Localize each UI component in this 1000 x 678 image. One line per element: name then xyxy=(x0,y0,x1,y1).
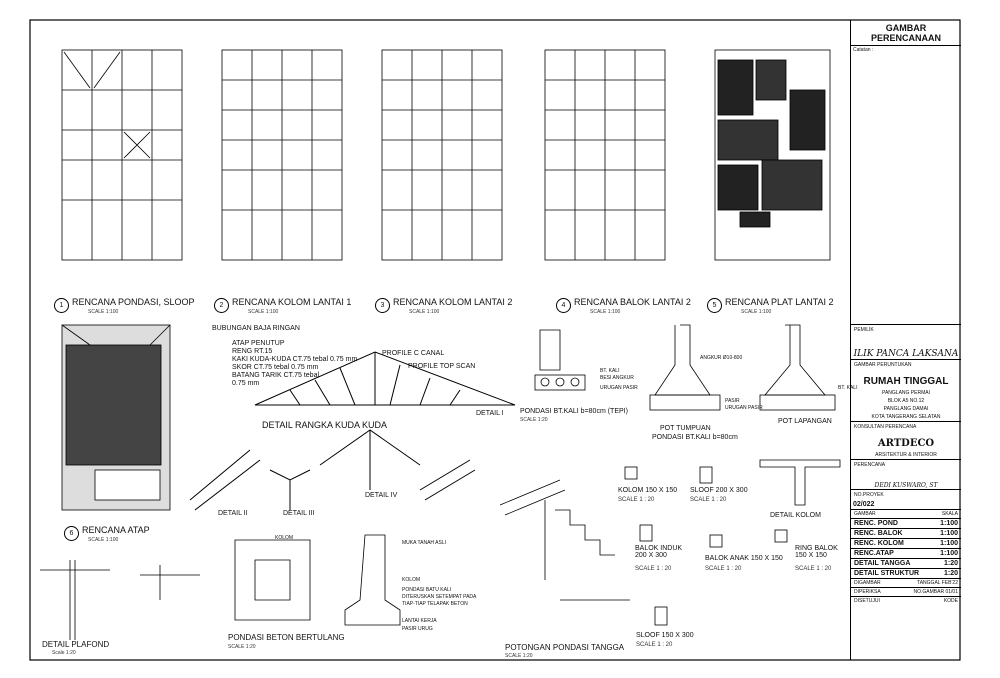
plan-scale: SCALE 1:100 xyxy=(88,537,119,543)
table-row: RENC. POND 1:100 xyxy=(851,518,961,528)
plan-number: 5 xyxy=(707,298,722,313)
plan-4 xyxy=(545,50,665,260)
foundation-note: BT. KALI xyxy=(600,368,620,374)
element-scale: SCALE 1 : 20 xyxy=(705,566,742,572)
address-line: PANGLANG PERMAI xyxy=(882,390,930,396)
detail-label: DETAIL III xyxy=(283,510,315,517)
section-label: KOLOM xyxy=(402,577,421,583)
foundation-scale: SCALE 1:20 xyxy=(520,417,548,423)
plan-number: 1 xyxy=(54,298,69,313)
element-scale: SCALE 1 : 20 xyxy=(635,566,672,572)
plan-title: RENCANA PONDASI, SLOOP xyxy=(72,297,195,307)
truss-title: DETAIL RANGKA KUDA KUDA xyxy=(262,420,388,430)
truss-label: SKOR CT.75 tebal 0.75 mm xyxy=(232,364,319,371)
perencana-label: PERENCANA xyxy=(851,459,961,470)
plan-number: 3 xyxy=(375,298,390,313)
plafond-title: DETAIL PLAFOND xyxy=(42,640,110,649)
foundation-title: POT LAPANGAN xyxy=(778,418,832,425)
truss-details xyxy=(190,430,475,510)
truss-label: PROFILE C CANAL xyxy=(382,350,445,357)
address-line: PANGLANG DAMAI xyxy=(883,406,929,412)
table-row: RENC. KOLOM 1:100 xyxy=(851,538,961,548)
footer-row: DISETUJUI KODE xyxy=(851,596,961,605)
truss-label: RENG RT.15 xyxy=(232,348,273,355)
foundation-note: BESI ANGKUR xyxy=(600,375,634,381)
plan-5 xyxy=(715,50,830,260)
element-scale: SCALE 1 : 20 xyxy=(795,566,832,572)
truss-label: BATANG TARIK CT.75 tebal xyxy=(232,372,320,379)
section-label: PASIR URUG xyxy=(402,626,433,632)
address-line: KOTA TANGERANG SELATAN xyxy=(871,414,941,420)
beton-scale: SCALE 1:20 xyxy=(228,644,256,650)
plan-title: RENCANA BALOK LANTAI 2 xyxy=(574,297,691,307)
section-label: LANTAI KERJA xyxy=(402,618,437,624)
plan-scale: SCALE 1:100 xyxy=(741,309,772,315)
plan-1 xyxy=(62,50,182,260)
section-label: DITERUSKAN SETEMPAT PADA xyxy=(402,594,477,600)
detail-label: DETAIL IV xyxy=(365,492,398,499)
plan-title: RENCANA PLAT LANTAI 2 xyxy=(725,297,834,307)
element-scale: SCALE 1 : 20 xyxy=(636,642,673,648)
plan-3 xyxy=(382,50,502,260)
plan-title: RENCANA KOLOM LANTAI 1 xyxy=(232,297,352,307)
element-sections xyxy=(625,460,840,625)
title-block-header: GAMBAR PERENCANAAN xyxy=(851,20,961,46)
konsultan-logo: ARTDECO xyxy=(877,438,935,449)
element-title: RING BALOK 150 X 150 xyxy=(795,545,838,559)
plan-scale: SCALE 1:100 xyxy=(248,309,279,315)
project-name: RUMAH TINGGAL xyxy=(863,376,949,387)
tangga-scale: SCALE 1:20 xyxy=(505,653,533,659)
konsultan-label: KONSULTAN PERENCANA xyxy=(851,421,961,432)
foundation-title: POT TUMPUAN xyxy=(660,425,711,432)
foundation-note: URUGAN PASIR xyxy=(725,405,763,411)
konsultan-sub: ARSITEKTUR & INTERIOR xyxy=(875,452,937,458)
plan-number: 4 xyxy=(556,298,571,313)
roof-plan xyxy=(62,325,170,510)
gambar-peruntukan-label: GAMBAR PERUNTUKAN xyxy=(851,359,961,370)
pemilik-name: ILIK PANCA LAKSANA xyxy=(853,349,959,359)
title-block xyxy=(850,20,961,660)
plan-title: RENCANA KOLOM LANTAI 2 xyxy=(393,297,513,307)
truss-label: BUBUNGAN BAJA RINGAN xyxy=(212,325,300,332)
plan-scale: SCALE 1:100 xyxy=(88,309,119,315)
perencana-name: DEDI KUSWARO, ST xyxy=(874,482,938,489)
truss-label: 0.75 mm xyxy=(232,380,260,387)
detail-label: DETAIL II xyxy=(218,510,248,517)
plan-title: RENCANA ATAP xyxy=(82,525,150,535)
foundation-note: PASIR xyxy=(725,398,740,404)
section-label: MUKA TANAH ASLI xyxy=(402,540,446,546)
element-scale: SCALE 1 : 20 xyxy=(690,497,727,503)
plan-2 xyxy=(222,50,342,260)
foundation-note: URUGAN PASIR xyxy=(600,385,638,391)
pemilik-label: PEMILIK xyxy=(851,324,961,335)
no-proyek-label: NO.PROYEK xyxy=(851,489,961,500)
truss-label: ATAP PENUTUP xyxy=(232,340,285,347)
element-title: KOLOM 150 X 150 xyxy=(618,487,678,494)
element-title: BALOK INDUK 200 X 300 xyxy=(635,545,683,559)
beton-title: PONDASI BETON BERTULANG xyxy=(228,633,345,642)
table-row: RENC. BALOK 1:100 xyxy=(851,528,961,538)
table-header: GAMBAR SKALA xyxy=(851,509,961,518)
section-label: TIAP-TIAP TELAPAK BETON xyxy=(402,601,468,607)
beton-label: KOLOM xyxy=(275,535,294,541)
foundation-title: PONDASI BT.KALI b=80cm xyxy=(652,434,738,441)
element-title: SLOOF 200 X 300 xyxy=(690,487,748,494)
plan-number: 6 xyxy=(64,526,79,541)
table-row: DETAIL TANGGA 1:20 xyxy=(851,558,961,568)
truss-label: PROFILE TOP SCAN xyxy=(408,363,476,370)
detail-kolom-title: DETAIL KOLOM xyxy=(770,512,821,519)
element-title: SLOOF 150 X 300 xyxy=(636,632,694,639)
detail-label: DETAIL I xyxy=(476,410,504,417)
address-line: BLOK A5 NO.12 xyxy=(887,398,925,404)
foundation-note: BT. KALI xyxy=(838,385,858,391)
no-proyek-value: 02/022 xyxy=(853,501,875,508)
footer-row: DIPERIKSA NO.GAMBAR 01/01 xyxy=(851,587,961,596)
plan-scale: SCALE 1:100 xyxy=(409,309,440,315)
foundation-details xyxy=(535,325,835,410)
element-scale: SCALE 1 : 20 xyxy=(618,497,655,503)
footer-row: DIGAMBAR TANGGAL FEB'22 xyxy=(851,578,961,587)
plafond-scale: Scale 1:20 xyxy=(52,650,76,656)
plan-number: 2 xyxy=(214,298,229,313)
plan-scale: SCALE 1:100 xyxy=(590,309,621,315)
foundation-note: ANGKUR Ø10-800 xyxy=(700,355,743,361)
tangga-title: POTONGAN PONDASI TANGGA xyxy=(505,643,625,652)
foundation-title: PONDASI BT.KALI b=80cm (TEPI) xyxy=(520,408,628,415)
table-row: RENC.ATAP 1:100 xyxy=(851,548,961,558)
table-row: DETAIL STRUKTUR 1:20 xyxy=(851,568,961,578)
section-label: PONDASI BATU KALI xyxy=(402,587,452,593)
truss-label: KAKI KUDA-KUDA CT.75 tebal 0.75 mm xyxy=(232,356,358,363)
element-title: BALOK ANAK 150 X 150 xyxy=(705,555,783,562)
catatan-label: Catatan : xyxy=(853,47,874,53)
